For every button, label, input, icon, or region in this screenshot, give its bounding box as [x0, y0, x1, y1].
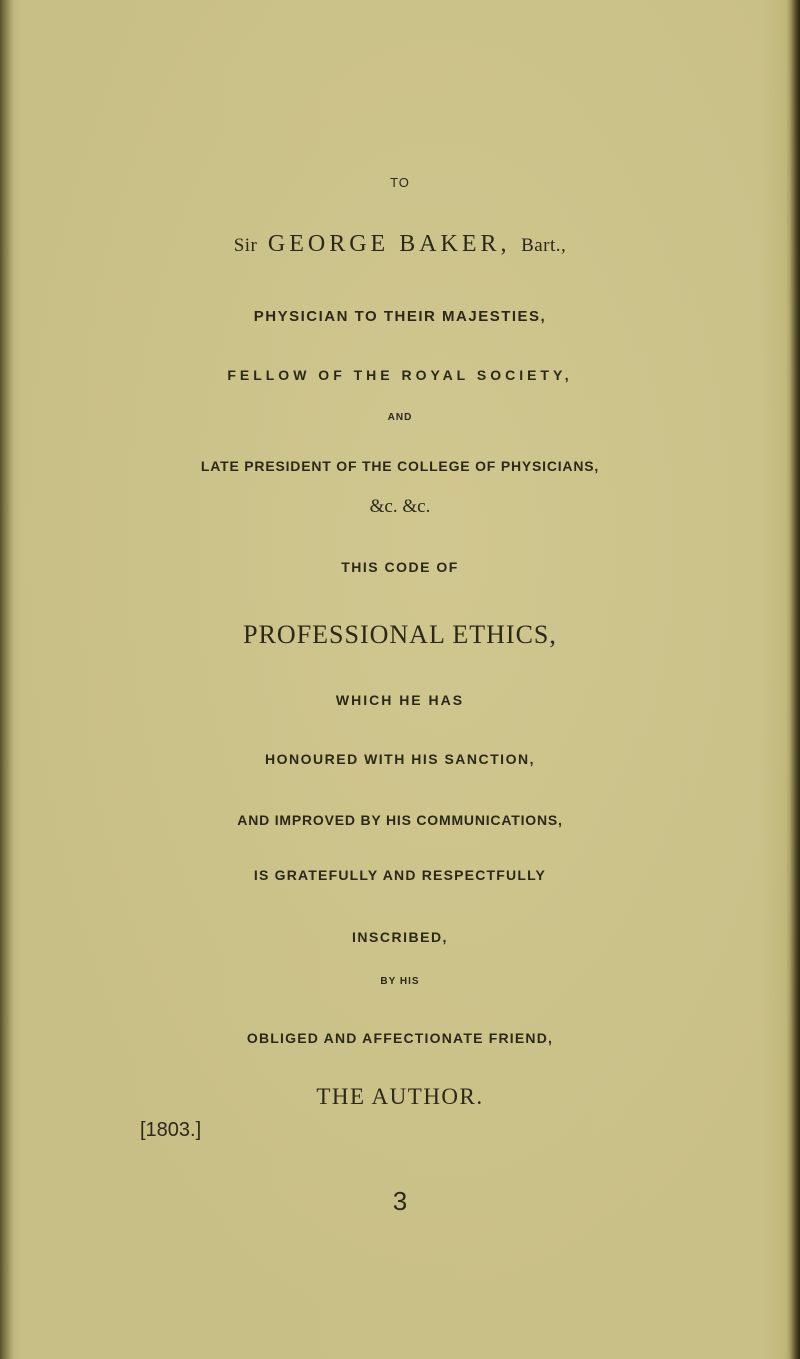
dedication-this-code: THIS CODE OF	[341, 559, 459, 575]
dedication-improved: AND IMPROVED BY HIS COMMUNICATIONS,	[237, 812, 563, 828]
dedication-gratefully: IS GRATEFULLY AND RESPECTFULLY	[253, 867, 547, 883]
conjunction-and: AND	[387, 412, 413, 423]
spine-shadow	[0, 0, 14, 1359]
publication-date: [1803.]	[140, 1119, 202, 1141]
dedication-by-his: BY HIS	[380, 976, 420, 987]
dedication-to: TO	[390, 175, 410, 190]
dedication-inscribed: INSCRIBED,	[352, 929, 448, 945]
dedicatee-title-sir: Sir	[233, 235, 258, 256]
dedicatee-role-physician: PHYSICIAN TO THEIR MAJESTIES,	[253, 308, 547, 325]
dedication-author: THE AUTHOR.	[316, 1084, 484, 1109]
dedication-honoured: HONOURED WITH HIS SANCTION,	[265, 751, 535, 767]
dedicatee-name	[0, 232, 800, 256]
dedication-obliged: OBLIGED AND AFFECTIONATE FRIEND,	[246, 1030, 554, 1046]
page-number: 3	[392, 1186, 408, 1216]
dedicatee-role-president: LATE PRESIDENT OF THE COLLEGE OF PHYSICIANS,	[200, 458, 600, 474]
dedicatee-title-bart: Bart.,	[521, 235, 567, 256]
page-edge-shadow	[790, 0, 800, 1359]
dedicatee-surname: GEORGE BAKER,	[267, 231, 511, 257]
dedication-which: WHICH HE HAS	[335, 692, 465, 708]
work-title: PROFESSIONAL ETHICS,	[243, 620, 557, 649]
etcetera: &c. &c.	[369, 496, 431, 517]
dedicatee-role-fellow: FELLOW OF THE ROYAL SOCIETY,	[227, 367, 573, 383]
